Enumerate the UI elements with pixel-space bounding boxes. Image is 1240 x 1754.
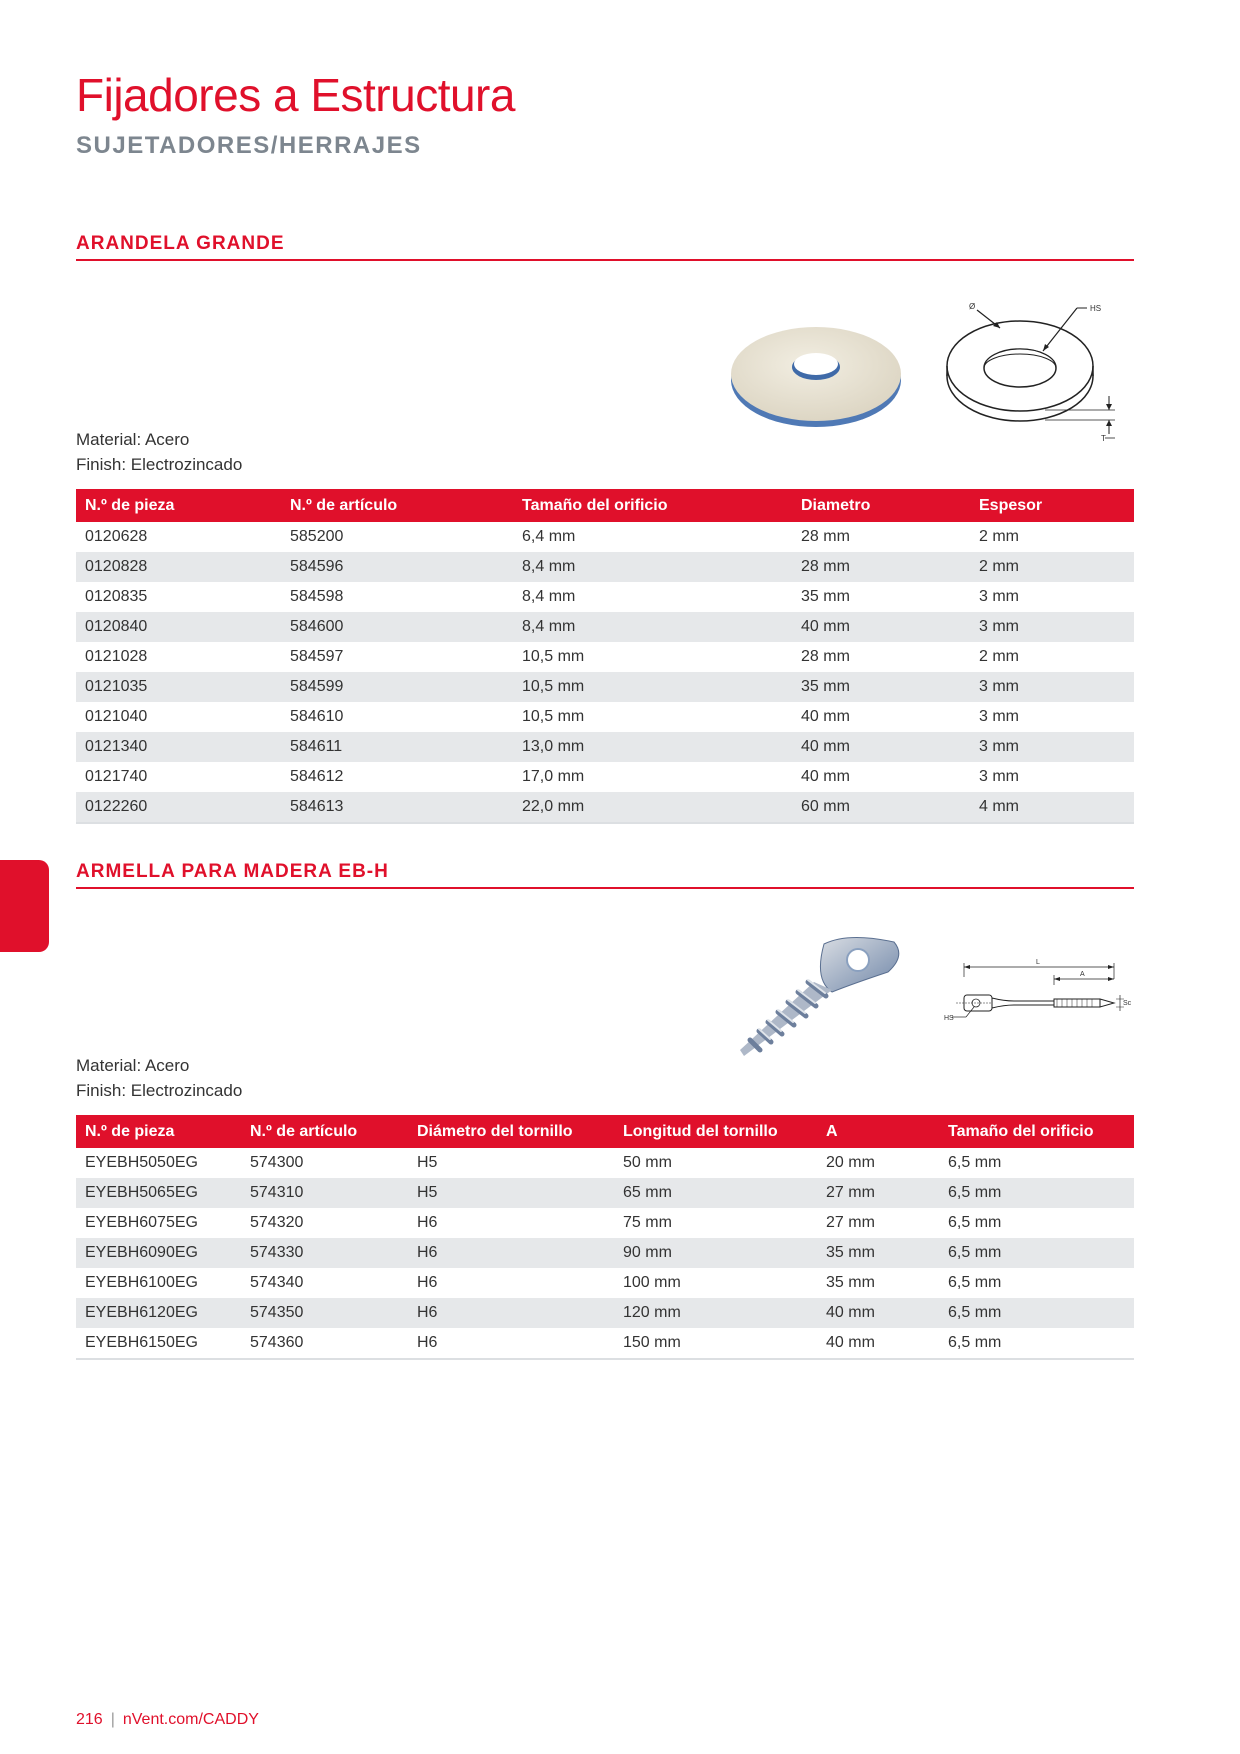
material-text: Material: Acero — [76, 430, 190, 449]
table-cell: 574330 — [250, 1244, 304, 1261]
table-cell: 574360 — [241, 1328, 408, 1359]
col-header: Diametro — [801, 496, 871, 514]
washer-diagram — [945, 298, 1135, 448]
material-text: Material: Acero — [76, 1056, 190, 1075]
table-cell: 8,4 mm — [522, 588, 576, 605]
table-cell: EYEBH5050EG — [85, 1154, 198, 1171]
table-cell: H6 — [417, 1214, 438, 1231]
table-cell: 574340 — [250, 1274, 304, 1291]
page-subtitle: SUJETADORES/HERRAJES — [76, 132, 422, 159]
table-cell: 22,0 mm — [513, 792, 792, 823]
table-row — [76, 762, 1134, 792]
eyebolt-specs — [76, 1053, 242, 1103]
table-cell: 2 mm — [979, 648, 1019, 665]
table-cell: 40 mm — [801, 738, 850, 755]
table-cell: 6,5 mm — [948, 1184, 1002, 1201]
table-cell: 3 mm — [979, 768, 1019, 785]
table-cell: 20 mm — [826, 1154, 875, 1171]
section-title: ARANDELA GRANDE — [76, 233, 285, 254]
col-header: N.º de artículo — [250, 1122, 358, 1140]
table-row — [76, 1328, 1134, 1359]
col-header: Diámetro del tornillo — [417, 1122, 573, 1140]
table-row — [76, 612, 1134, 642]
table-row — [76, 552, 1134, 582]
table-cell: 584611 — [290, 738, 343, 755]
table-cell: 2 mm — [979, 528, 1019, 545]
table-cell: H5 — [417, 1184, 438, 1201]
col-header: Espesor — [979, 496, 1043, 514]
chapter-tab — [0, 860, 49, 952]
table-cell: 584612 — [290, 768, 344, 785]
table-cell: 2 mm — [979, 558, 1019, 575]
eyebolt-photo — [728, 932, 904, 1064]
table-header-row — [76, 489, 1134, 522]
table-cell: 35 mm — [801, 678, 850, 695]
table-cell: 27 mm — [826, 1184, 875, 1201]
table-cell: EYEBH6120EG — [85, 1304, 198, 1321]
table-cell: 584596 — [290, 558, 344, 575]
table-row — [76, 1178, 1134, 1208]
hole-label: HS — [944, 1015, 954, 1022]
footer-link[interactable]: nVent.com/CADDY — [122, 1711, 259, 1728]
table-header-row — [76, 1115, 1134, 1148]
table-cell: 13,0 mm — [522, 738, 585, 755]
col-header: A — [826, 1122, 838, 1140]
table-cell: H6 — [417, 1274, 438, 1291]
table-cell: 10,5 mm — [522, 708, 585, 725]
section-header-washer — [76, 233, 1134, 261]
table-cell: 6,5 mm — [948, 1214, 1002, 1231]
table-cell: 8,4 mm — [522, 558, 576, 575]
page-number: 216 — [76, 1711, 103, 1728]
table-row — [76, 672, 1134, 702]
table-cell: 28 mm — [801, 558, 850, 575]
table-cell: 585200 — [290, 528, 344, 545]
table-cell: 3 mm — [979, 678, 1019, 695]
table-cell: 3 mm — [979, 588, 1019, 605]
table-row — [76, 642, 1134, 672]
length-label: L — [1036, 959, 1040, 966]
table-cell: 40 mm — [801, 708, 850, 725]
table-cell: 3 mm — [979, 708, 1019, 725]
table-cell: 75 mm — [623, 1214, 672, 1231]
table-cell: 27 mm — [826, 1214, 875, 1231]
table-cell: EYEBH6150EG — [76, 1328, 241, 1359]
section-title: ARMELLA PARA MADERA EB-H — [76, 861, 389, 882]
col-header: N.º de artículo — [290, 496, 398, 514]
table-row — [76, 1148, 1134, 1178]
table-cell: 6,5 mm — [939, 1328, 1134, 1359]
table-cell: EYEBH6075EG — [85, 1214, 198, 1231]
col-header: Tamaño del orificio — [522, 496, 668, 514]
table-cell: 584597 — [290, 648, 344, 665]
table-cell: 17,0 mm — [522, 768, 585, 785]
table-cell: 35 mm — [826, 1244, 875, 1261]
table-cell: 0121740 — [85, 768, 148, 785]
table-cell: 0120840 — [85, 618, 148, 635]
table-cell: 574310 — [250, 1184, 304, 1201]
washer-specs — [76, 427, 242, 477]
table-cell: 584610 — [290, 708, 344, 725]
table-cell: 3 mm — [979, 738, 1019, 755]
table-cell: 0121035 — [85, 678, 148, 695]
table-cell: 60 mm — [792, 792, 970, 823]
table-cell: 35 mm — [801, 588, 850, 605]
table-row — [76, 792, 1134, 823]
table-row — [76, 732, 1134, 762]
table-cell: EYEBH6090EG — [85, 1244, 198, 1261]
table-row — [76, 1208, 1134, 1238]
table-cell: EYEBH5065EG — [85, 1184, 198, 1201]
table-cell: 10,5 mm — [522, 678, 585, 695]
eyebolt-diagram — [944, 955, 1134, 1025]
table-cell: 120 mm — [623, 1304, 681, 1321]
table-cell: 100 mm — [623, 1274, 681, 1291]
table-cell: 90 mm — [623, 1244, 672, 1261]
table-cell: 65 mm — [623, 1184, 672, 1201]
thickness-label: T — [1101, 434, 1106, 443]
table-cell: 574320 — [250, 1214, 304, 1231]
diameter-label: Ø — [969, 302, 976, 311]
col-header: Tamaño del orificio — [948, 1122, 1094, 1140]
table-cell: 584598 — [290, 588, 344, 605]
a-label: A — [1080, 971, 1085, 978]
hole-label: HS — [1090, 304, 1102, 313]
col-header: N.º de pieza — [85, 1122, 175, 1140]
table-cell: 584613 — [281, 792, 513, 823]
eyebolt-table — [76, 1115, 1134, 1360]
table-cell: 50 mm — [623, 1154, 672, 1171]
table-cell: H6 — [417, 1304, 438, 1321]
table-cell: 0121028 — [85, 648, 148, 665]
table-cell: 4 mm — [970, 792, 1134, 823]
washer-table — [76, 489, 1134, 824]
section-header-eyebolt — [76, 861, 1134, 889]
page-title: Fijadores a Estructura — [76, 69, 515, 121]
table-row — [76, 702, 1134, 732]
table-cell: 40 mm — [801, 768, 850, 785]
table-cell: 6,4 mm — [522, 528, 576, 545]
table-cell: 584600 — [290, 618, 344, 635]
finish-text: Finish: Electrozincado — [76, 455, 243, 474]
table-cell: 0121040 — [85, 708, 148, 725]
table-row — [76, 1298, 1134, 1328]
col-header: N.º de pieza — [85, 496, 175, 514]
table-cell: 28 mm — [801, 648, 850, 665]
table-cell: 584599 — [290, 678, 344, 695]
table-cell: 574350 — [250, 1304, 304, 1321]
table-cell: 8,4 mm — [522, 618, 576, 635]
finish-text: Finish: Electrozincado — [76, 1081, 243, 1100]
table-cell: 0120828 — [85, 558, 148, 575]
table-cell: H5 — [417, 1154, 438, 1171]
table-cell: H6 — [417, 1244, 438, 1261]
table-cell: 6,5 mm — [948, 1244, 1002, 1261]
table-cell: 0121340 — [85, 738, 148, 755]
table-cell: 0122260 — [76, 792, 281, 823]
sc-label: Sc — [1123, 1000, 1132, 1007]
table-cell: 3 mm — [979, 618, 1019, 635]
table-row — [76, 1268, 1134, 1298]
col-header: Longitud del tornillo — [623, 1122, 778, 1140]
table-cell: EYEBH6100EG — [85, 1274, 198, 1291]
table-cell: 10,5 mm — [522, 648, 585, 665]
table-cell: 6,5 mm — [948, 1154, 1002, 1171]
table-cell: 40 mm — [801, 618, 850, 635]
washer-photo — [728, 322, 904, 430]
table-cell: 150 mm — [614, 1328, 817, 1359]
table-cell: H6 — [408, 1328, 614, 1359]
table-cell: 35 mm — [826, 1274, 875, 1291]
table-cell: 6,5 mm — [948, 1304, 1002, 1321]
table-cell: 6,5 mm — [948, 1274, 1002, 1291]
table-row — [76, 1238, 1134, 1268]
table-cell: 0120628 — [85, 528, 148, 545]
table-cell: 0120835 — [85, 588, 148, 605]
table-cell: 40 mm — [817, 1328, 939, 1359]
table-row — [76, 522, 1134, 552]
table-cell: 40 mm — [826, 1304, 875, 1321]
table-row — [76, 582, 1134, 612]
page-footer: 216 | nVent.com/CADDY — [76, 1711, 259, 1728]
table-cell: 28 mm — [801, 528, 850, 545]
table-cell: 574300 — [250, 1154, 304, 1171]
